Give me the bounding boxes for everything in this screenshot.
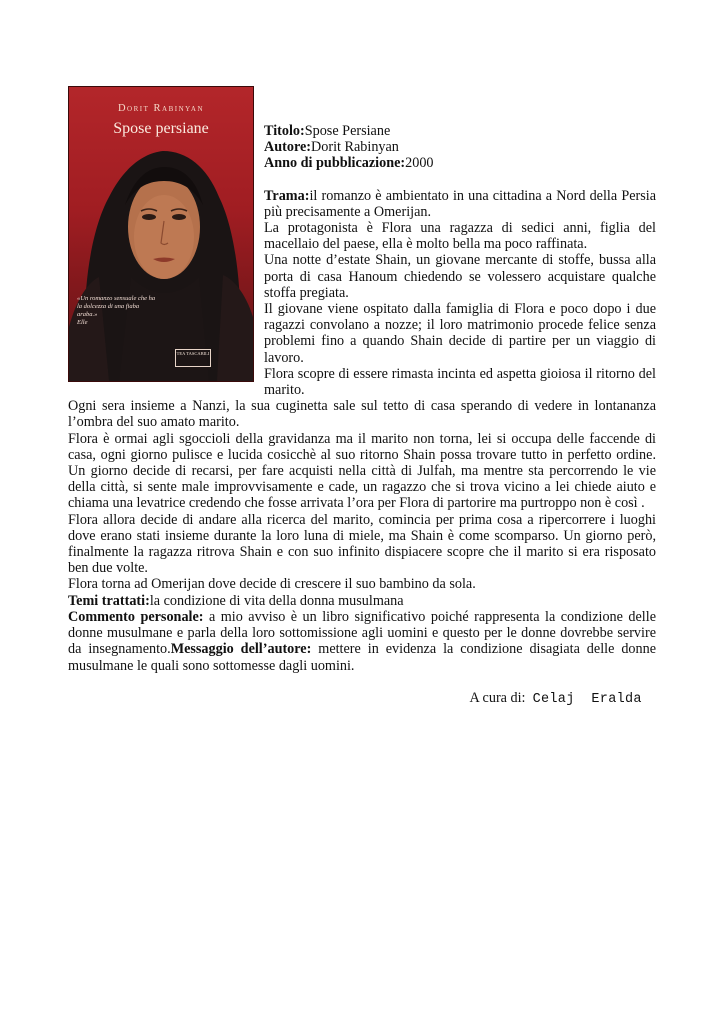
plot-paragraph: Flora allora decide di andare alla ricerca del marito, comincia per prima cosa a ripercorrere i luoghi dove erano stati insieme durante la loro luna di miele, ma Shain è come scomparso. Un giorno però, finalmente la ragazza ritrova Shain e con suo infinito dispiacere scopre che il marito si era risposato ben due volte. xyxy=(68,511,656,577)
plot-label: Trama: xyxy=(264,187,310,204)
meta-author-label: Autore: xyxy=(264,139,312,156)
document-page xyxy=(68,86,656,708)
cover-quote-text: «Un romanzo sensuale che ha la dolcezza di una fiaba araba.» xyxy=(77,295,156,318)
plot-paragraph: Il giovane viene ospitato dalla famiglia di Flora e poco dopo i due ragazzi convolano a nozze; il loro matrimonio procede felice senza problemi fino a quando Shain decide di partire per un viaggio di lavoro. xyxy=(264,301,656,366)
signature-label: A cura di: xyxy=(469,689,526,706)
comment-label: Commento personale: xyxy=(68,608,204,625)
themes-line xyxy=(68,593,656,609)
signature xyxy=(68,690,656,708)
cover-title: Spose persiane xyxy=(113,120,209,137)
meta-author-value: Dorit Rabinyan xyxy=(311,139,399,156)
cover-quote-source: Elle xyxy=(77,319,88,326)
book-cover-image xyxy=(68,86,254,382)
message-value: mettere in evidenza la condizione disagiata delle donne musulmane le quali sono sottomesse dagli uomini. xyxy=(68,641,656,674)
meta-year-label: Anno di pubblicazione: xyxy=(264,155,406,172)
plot-paragraph: Una notte d’estate Shain, un giovane mercante di stoffe, bussa alla porta di casa Hanoum chiedendo se volessero acquistare qualche stoffa pregiata. xyxy=(264,252,656,301)
plot-paragraph: La protagonista è Flora una ragazza di sedici anni, figlia del macellaio del paese, ella è molto bella ma poco raffinata. xyxy=(264,220,656,253)
cover-quote xyxy=(77,295,157,327)
cover-publisher-logo: TEA TASCABILI xyxy=(175,349,211,367)
plot-paragraph: Ogni sera insieme a Nanzi, la sua cuginetta sale sul tetto di casa sperando di vedere in lontananza l’ombra del suo amato marito. xyxy=(68,398,656,431)
themes-value: la condizione di vita della donna musulmana xyxy=(149,592,404,609)
meta-title-label: Titolo: xyxy=(264,123,305,139)
plot-intro-text: il romanzo è ambientato in una cittadina a Nord della Persia più precisamente a Omerijan. xyxy=(264,187,656,220)
plot-paragraph: Flora torna ad Omerijan dove decide di crescere il suo bambino da sola. xyxy=(68,576,476,593)
plot-paragraph: Flora è ormai agli sgoccioli della gravidanza ma il marito non torna, lei si occupa delle faccende di casa, ogni giorno pulisce e lucida cosicchè al suo ritorno Shain possa trovare tutto in perfetto ordine. Un giorno decide di recarsi, per fare acquisti nella città di Julfah, ma mentre sta percorrendo le vie della città, si sente male improvvisamente e cade, un ragazzo che si trova vicino a lei chiede aiuto e chiama una levatrice credendo che fosse arrivata l’ora per Flora di partorire ma purtroppo non è così . xyxy=(68,430,656,512)
signature-name: Celaj Eralda xyxy=(532,691,642,707)
meta-year-value: 2000 xyxy=(405,155,434,172)
comment-paragraph xyxy=(68,609,656,674)
themes-label: Temi trattati: xyxy=(68,592,150,609)
cover-author: Dorit Rabinyan xyxy=(117,103,205,114)
meta-title-value: Spose Persiane xyxy=(304,123,391,139)
message-label: Messaggio dell’autore: xyxy=(170,641,312,658)
plot-paragraph: Flora scopre di essere rimasta incinta ed aspetta gioiosa il ritorno del marito. xyxy=(264,365,656,399)
comment-value: a mio avviso è un libro significativo poiché rappresenta la condizione delle donne musulmane e parla della loro sottomissione agli uomini e questo per le donne dovrebbe servire da insegnamento. xyxy=(68,608,656,658)
